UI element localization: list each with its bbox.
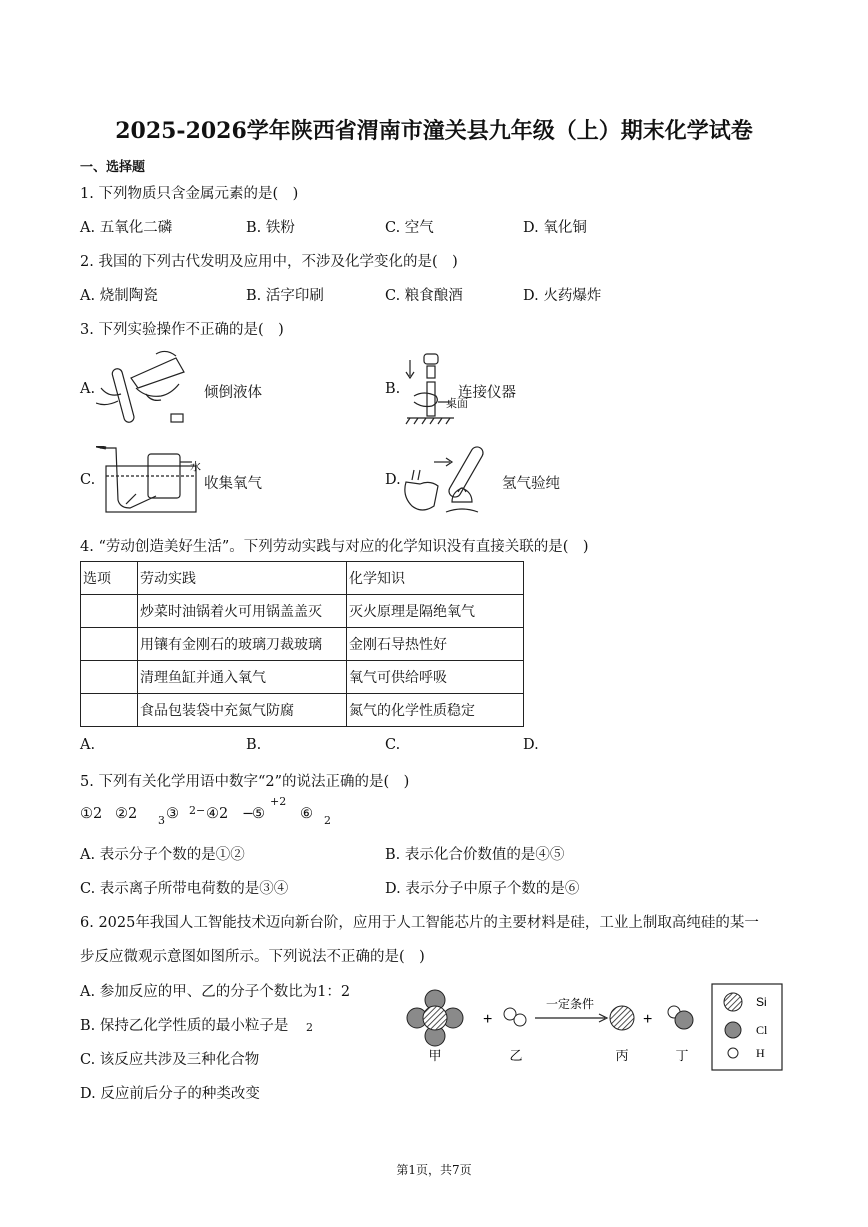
reaction-microscopic-diagram: [400, 980, 790, 1074]
question-3-stem: 3. 下列实验操作不正确的是( ): [80, 322, 284, 338]
table-cell: 金刚石导热性好: [347, 628, 524, 661]
legend-h: H: [756, 1046, 765, 1060]
q6-option-a[interactable]: A. 参加反应的甲、乙的分子个数比为1：2: [80, 984, 351, 1000]
table-cell: 氧气可供给呼吸: [347, 661, 524, 694]
q1-option-d[interactable]: D. 氧化铜: [523, 220, 587, 236]
q4-option-a[interactable]: A.: [80, 737, 96, 753]
q3-option-c[interactable]: C.: [80, 472, 96, 488]
q6-option-b[interactable]: B. 保持乙化学性质的最小粒子是: [80, 1018, 289, 1034]
q5-option-c[interactable]: C. 表示离子所带电荷数的是③④: [80, 881, 289, 897]
q2-option-b[interactable]: B. 活字印刷: [246, 288, 324, 304]
q1-option-a[interactable]: A. 五氧化二磷: [80, 220, 173, 236]
q5-superscript-plus-2: +2: [270, 795, 287, 808]
table-cell: 用镶有金刚石的玻璃刀裁玻璃: [138, 628, 347, 661]
q5-minus: −: [242, 806, 255, 822]
molecule-jia: [407, 990, 463, 1046]
question-2-stem: 2. 我国的下列古代发明及应用中，不涉及化学变化的是( ): [80, 254, 458, 270]
question-6-stem-line-2: 步反应微观示意图如图所示。下列说法不正确的是( ): [80, 949, 425, 965]
table-cell: [81, 628, 138, 661]
q5-item-2: ②2: [115, 806, 138, 822]
page-title: 2025-2026学年陕西省渭南市潼关县九年级（上）期末化学试卷: [115, 118, 753, 144]
q2-option-a[interactable]: A. 烧制陶瓷: [80, 288, 158, 304]
q5-superscript-2-minus: 2−: [189, 804, 206, 817]
q3-c-tag: 水: [190, 460, 201, 473]
table-cell: 食品包装袋中充氮气防腐: [138, 694, 347, 727]
legend-box: [712, 984, 782, 1070]
q3-option-b[interactable]: B.: [385, 381, 401, 397]
plus-sign-1: +: [483, 1011, 493, 1028]
molecule-ding: [668, 1006, 693, 1029]
q5-option-a[interactable]: A. 表示分子个数的是①②: [80, 847, 245, 863]
q4-table: [80, 561, 524, 727]
q5-item-6: ⑥: [300, 806, 313, 822]
label-jia: 甲: [428, 1049, 442, 1064]
q1-option-b[interactable]: B. 铁粉: [246, 220, 295, 236]
table-row: [81, 694, 524, 727]
molecule-bing: [610, 1006, 634, 1030]
q1-option-c[interactable]: C. 空气: [385, 220, 434, 236]
table-cell: 灭火原理是隔绝氧气: [347, 595, 524, 628]
table-header-row: [81, 562, 524, 595]
molecule-yi: [504, 1008, 526, 1026]
q4-option-d[interactable]: D.: [523, 737, 539, 753]
q5-option-d[interactable]: D. 表示分子中原子个数的是⑥: [385, 881, 580, 897]
hydrogen-purity-test-illustration: [402, 442, 502, 518]
table-header-cell: 化学知识: [347, 562, 524, 595]
q3-option-d[interactable]: D.: [385, 472, 401, 488]
table-row: [81, 628, 524, 661]
question-1-stem: 1. 下列物质只含金属元素的是( ): [80, 186, 299, 202]
q3-b-tag: 桌面: [446, 397, 468, 410]
q3-c-label: 收集氧气: [204, 476, 262, 492]
table-cell: [81, 694, 138, 727]
q6-option-c[interactable]: C. 该反应共涉及三种化合物: [80, 1052, 260, 1068]
q6-b-subscript: 2: [306, 1021, 313, 1034]
section-heading: 一、选择题: [80, 160, 146, 175]
table-cell: [81, 661, 138, 694]
table-row: [81, 595, 524, 628]
q2-option-d[interactable]: D. 火药爆炸: [523, 288, 602, 304]
table-cell: [81, 595, 138, 628]
label-bing: 丙: [615, 1049, 629, 1064]
reaction-condition: 一定条件: [545, 997, 595, 1011]
q4-option-b[interactable]: B.: [246, 737, 262, 753]
page-footer: 第1页，共7页: [396, 1163, 472, 1177]
pour-liquid-illustration: [96, 348, 194, 428]
q5-option-b[interactable]: B. 表示化合价数值的是④⑤: [385, 847, 565, 863]
q6-option-d[interactable]: D. 反应前后分子的种类改变: [80, 1086, 260, 1102]
table-header-cell: 选项: [81, 562, 138, 595]
question-5-stem: 5. 下列有关化学用语中数字“2”的说法正确的是( ): [80, 774, 410, 790]
question-4-stem: 4. “劳动创造美好生活”。下列劳动实践与对应的化学知识没有直接关联的是( ): [80, 539, 589, 555]
q5-item-1: ①2: [80, 806, 103, 822]
label-ding: 丁: [675, 1049, 689, 1064]
q5-item-5: ⑤: [252, 806, 265, 822]
collect-oxygen-illustration: [96, 446, 204, 516]
q3-b-label: 连接仪器: [458, 385, 516, 401]
q5-item-4: ④2: [206, 806, 229, 822]
q5-item-3: ③: [166, 806, 179, 822]
q5-subscript-2: 2: [324, 814, 331, 827]
table-cell: 清理鱼缸并通入氧气: [138, 661, 347, 694]
table-header-cell: 劳动实践: [138, 562, 347, 595]
legend-cl: Cl: [756, 1023, 768, 1037]
q3-d-label: 氢气验纯: [502, 476, 560, 492]
label-yi: 乙: [509, 1049, 523, 1064]
q4-option-c[interactable]: C.: [385, 737, 401, 753]
question-6-stem-line-1: 6. 2025年我国人工智能技术迈向新台阶，应用于人工智能芯片的主要材料是硅，工业上制取高纯硅的某一: [80, 915, 759, 931]
table-row: [81, 661, 524, 694]
plus-sign-2: +: [643, 1011, 653, 1028]
q5-subscript-3: 3: [158, 814, 165, 827]
table-cell: 炒菜时油锅着火可用锅盖盖灭: [138, 595, 347, 628]
connect-apparatus-illustration: [402, 350, 462, 426]
q3-a-label: 倾倒液体: [204, 385, 262, 401]
q3-option-a[interactable]: A.: [80, 381, 96, 397]
legend-si: Si: [756, 995, 767, 1009]
q2-option-c[interactable]: C. 粮食酿酒: [385, 288, 463, 304]
table-cell: 氮气的化学性质稳定: [347, 694, 524, 727]
